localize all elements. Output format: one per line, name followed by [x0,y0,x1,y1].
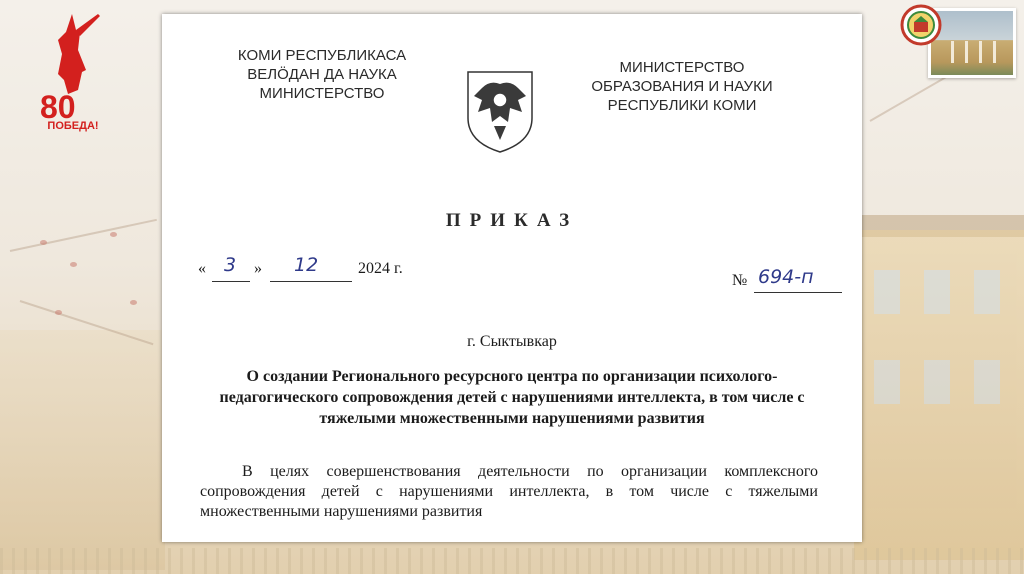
logo-caption: ПОБЕДА! [47,120,99,132]
date-day: 3 [224,254,237,276]
city-name: г. Сыктывкар [467,333,557,350]
number-value: 694-п [758,266,814,288]
date-open-quote: « [198,260,206,277]
coat-of-arms-icon [460,66,540,156]
background-left-building [0,330,165,570]
header-russian-language: МИНИСТЕРСТВО ОБРАЗОВАНИЯ И НАУКИ РЕСПУБЛИКИ КОМИ [591,59,773,114]
order-body-text: В целях совершенствования деятельности по организации комплексного сопровождения детей с нарушениями интеллекта, в том числе с тяжелыми множественными нарушениями развития [200,463,818,520]
logo-number: 80 [40,89,76,125]
branch-decoration [10,219,157,252]
header-komi-language: КОМИ РЕСПУБЛИКАСА ВЕЛÖДАН ДА НАУКА МИНИСТЕРСТВО [237,47,407,102]
date-close-quote: » [254,260,262,277]
background-fence [0,548,1024,574]
order-document [162,14,862,542]
ministry-emblem-icon [900,4,942,46]
background-building [854,230,1024,560]
date-month: 12 [294,254,319,276]
number-label: № [732,272,748,289]
date-year: 2024 г. [358,260,403,277]
document-type-heading: ПРИКАЗ [445,210,579,231]
order-title: О создании Регионального ресурсного центра по организации психолого-педагогического сопровождения детей с нарушениями интеллекта, в том числе с тяжелыми множественными нарушениями развития [219,368,805,427]
